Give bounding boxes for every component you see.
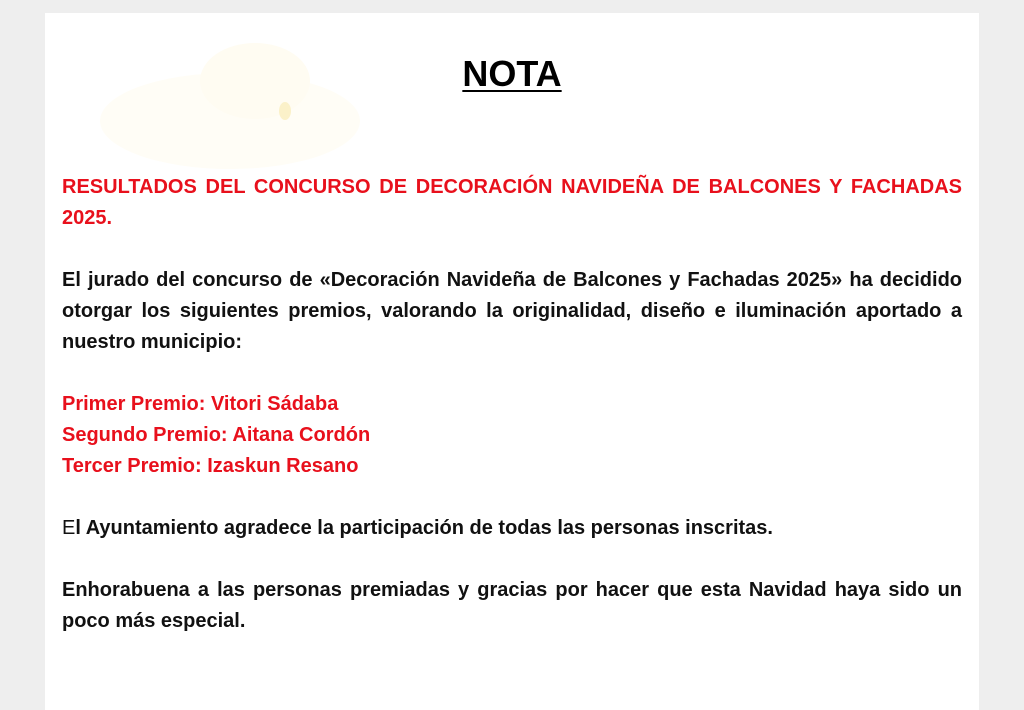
prize-first: Primer Premio: Vitori Sádaba: [62, 393, 339, 415]
document-page: [45, 13, 979, 710]
closing-paragraph: Enhorabuena a las personas premiadas y gracias por hacer que esta Navidad haya sido un poco más especial.: [62, 579, 962, 632]
intro-paragraph: El jurado del concurso de «Decoración Navideña de Balcones y Fachadas 2025» ha decidido otorgar los siguientes premios, valorando la originalidad, diseño e iluminación aportado a nuestro municipio:: [62, 269, 962, 353]
prize-third: Tercer Premio: Izaskun Resano: [62, 455, 359, 477]
results-heading: RESULTADOS DEL CONCURSO DE DECORACIÓN NAVIDEÑA DE BALCONES Y FACHADAS 2025.: [62, 176, 962, 229]
page-title: NOTA: [462, 53, 562, 94]
thanks-paragraph: [62, 513, 962, 544]
prize-list: [62, 389, 962, 482]
document-body: [62, 172, 962, 668]
thanks-text: l Ayuntamiento agradece la participación de todas las personas inscritas.: [75, 517, 773, 539]
prize-second: Segundo Premio: Aitana Cordón: [62, 424, 371, 446]
thanks-initial: E: [62, 517, 76, 539]
